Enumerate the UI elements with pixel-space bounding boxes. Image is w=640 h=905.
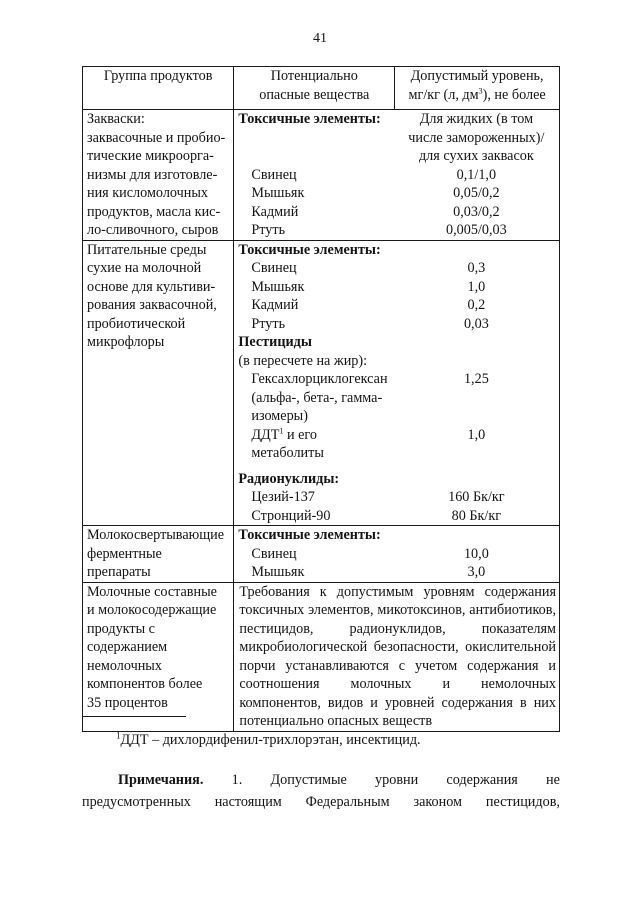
substance-name: Свинец [251, 166, 297, 183]
substance-row [234, 278, 559, 297]
substance-row [234, 507, 559, 526]
product-group-cell [83, 240, 234, 526]
product-line: рования заквасочной, [87, 297, 217, 313]
subheading-row [234, 352, 559, 371]
header-product-group [83, 67, 234, 110]
header-text: Допустимый уровень, [410, 68, 544, 84]
section-heading: Пестициды [238, 334, 312, 350]
product-line: тические микроорга- [87, 148, 214, 164]
notes-word: Федеральным [305, 794, 390, 810]
substance-value: 1,0 [467, 426, 486, 443]
product-line: Молочные составные [87, 583, 217, 600]
substance-name: Свинец [251, 545, 297, 562]
substance-name: Кадмий [251, 203, 299, 220]
footnote-marker: 1 [279, 425, 284, 435]
notes-line-2 [82, 794, 560, 811]
substance-value: 0,03 [463, 315, 489, 332]
substance-value: 0,3 [467, 260, 486, 276]
product-line: Молокосвертывающие [87, 527, 225, 543]
product-group-cell [83, 582, 234, 731]
substances-cell [234, 240, 560, 526]
table-row [83, 240, 560, 526]
notes-word: пестицидов, [485, 794, 560, 810]
section-heading: Токсичные элементы: [238, 111, 381, 127]
heading-row [234, 241, 559, 260]
substance-value: 0,05/0,2 [453, 185, 500, 201]
substance-value: 0,005/0,03 [446, 222, 507, 238]
section-heading: Токсичные элементы: [238, 527, 381, 543]
substance-name: Цезий-137 [251, 489, 315, 505]
header-hazardous-substances [234, 67, 395, 110]
section-heading: Радионуклиды: [238, 470, 340, 487]
notes-word: законом [413, 794, 463, 810]
substances-cell [234, 526, 560, 583]
product-line: ферментные [87, 545, 162, 562]
product-line: заквасочные и пробио- [87, 129, 226, 146]
notes-word: Допустимые [270, 772, 347, 788]
notes-word: не [546, 772, 560, 788]
product-line: продукты с [87, 620, 155, 637]
substance-name: Мышьяк [251, 564, 305, 580]
level-note: числе замороженных)/ [408, 129, 545, 146]
heading-row [234, 333, 559, 352]
header-text: мг/кг (л, $дм^3$), не более [408, 85, 546, 103]
substance-row [234, 315, 559, 334]
name-line: изомеры) [251, 408, 308, 424]
substance-name: Мышьяк [251, 185, 305, 201]
table-row [83, 526, 560, 583]
substance-value: 1,25 [463, 371, 489, 387]
product-line: Закваски: [87, 111, 145, 127]
substance-row [234, 370, 559, 426]
substance-row [234, 221, 559, 240]
substance-row [234, 296, 559, 315]
name-line: метаболиты [251, 445, 324, 461]
substance-row [234, 184, 559, 203]
footnote-text: ДДТ – дихлордифенил-трихлорэтан, инсектицид. [120, 732, 421, 748]
level-note: Для жидких (в том [419, 111, 534, 127]
section-heading: Токсичные элементы: [238, 241, 381, 258]
name-line: (альфа-, бета-, гамма- [251, 389, 383, 406]
footnote-marker: 1 [116, 730, 121, 741]
header-permissible-level [395, 67, 560, 110]
substance-value: 1,0 [467, 278, 486, 295]
substance-value: 0,2 [467, 297, 486, 313]
substance-value: 3,0 [467, 564, 486, 580]
product-line: компонентов более [87, 676, 203, 692]
product-line: ния кисломолочных [87, 185, 208, 201]
substance-name: Кадмий [251, 297, 299, 313]
product-line: препараты [87, 564, 151, 580]
product-line: 35 процентов [87, 694, 168, 711]
notes-word: содержания [446, 772, 518, 788]
substance-value: 10,0 [463, 545, 489, 562]
substance-name [234, 426, 394, 463]
substance-row [234, 488, 559, 507]
name-line: ДДТ$^1$ и его [251, 425, 317, 443]
product-line: немолочных [87, 657, 162, 674]
footnote [116, 732, 421, 749]
notes-word: 1. [231, 772, 243, 788]
product-line: микрофлоры [87, 334, 165, 350]
product-line: и молокосодержащие [87, 602, 217, 618]
product-line: содержанием [87, 639, 168, 655]
product-line: пробиотической [87, 315, 186, 332]
substance-value: 160 Бк/кг [448, 489, 505, 505]
heading-row [234, 110, 559, 129]
product-group-cell [83, 526, 234, 583]
notes-line-1 [82, 772, 560, 789]
substance-name: Ртуть [251, 315, 286, 332]
product-group-cell [83, 110, 234, 241]
substance-name: Стронций-90 [251, 507, 331, 524]
product-line: ло-сливочного, сыров [87, 222, 219, 238]
substance-row [234, 166, 559, 185]
substance-name: Ртуть [251, 222, 286, 238]
table-header-row [83, 67, 560, 110]
footnote-divider [82, 716, 186, 717]
table-row [83, 110, 560, 241]
substance-row [234, 203, 559, 222]
product-line: Питательные среды [87, 241, 207, 258]
substance-row [234, 545, 559, 564]
substances-cell [234, 110, 560, 241]
substance-value: 0,03/0,2 [453, 203, 500, 220]
name-line: Гексахлорциклогексан [251, 371, 388, 387]
notes-word: настоящим [214, 794, 282, 810]
regulation-table [82, 66, 560, 732]
header-text: Потенциально [270, 68, 358, 84]
product-line: сухие на молочной [87, 260, 202, 276]
substance-name [234, 370, 394, 426]
heading-row [234, 526, 559, 545]
substance-value: 0,1/1,0 [456, 166, 497, 183]
notes-word: уровни [375, 772, 419, 788]
substance-value: 80 Бк/кг [451, 507, 502, 524]
product-line: низмы для изготовле- [87, 166, 218, 183]
substance-name: Мышьяк [251, 278, 305, 295]
product-line: основе для культиви- [87, 278, 216, 295]
substance-row [234, 426, 559, 463]
substance-row [234, 563, 559, 582]
notes-label: Примечания. [118, 772, 204, 788]
table-row [83, 582, 560, 731]
header-text: опасные вещества [259, 86, 370, 103]
level-note: для сухих заквасок [418, 148, 534, 164]
header-text: Группа продуктов [103, 68, 213, 84]
product-line: продуктов, масла кис- [87, 203, 221, 220]
note-row [234, 147, 559, 166]
requirements-text: Требования к допустимым уровням содержания токсичных элементов, микотоксинов, антибиотиков, пестицидов, радионуклидов, показателям микробиологической безопасности, окислительной порчи устанавливаются с учетом содержания и соотношения молочных и немолочных компонентов, видов и уровней содержания в них потенциально опасных веществ [234, 582, 560, 731]
substance-row [234, 259, 559, 278]
section-subheading: (в пересчете на жир): [238, 352, 368, 369]
substance-name: Свинец [251, 260, 297, 276]
heading-row [234, 470, 559, 489]
note-row [234, 129, 559, 148]
notes-word: предусмотренных [82, 794, 191, 810]
page-number: 41 [313, 31, 327, 46]
